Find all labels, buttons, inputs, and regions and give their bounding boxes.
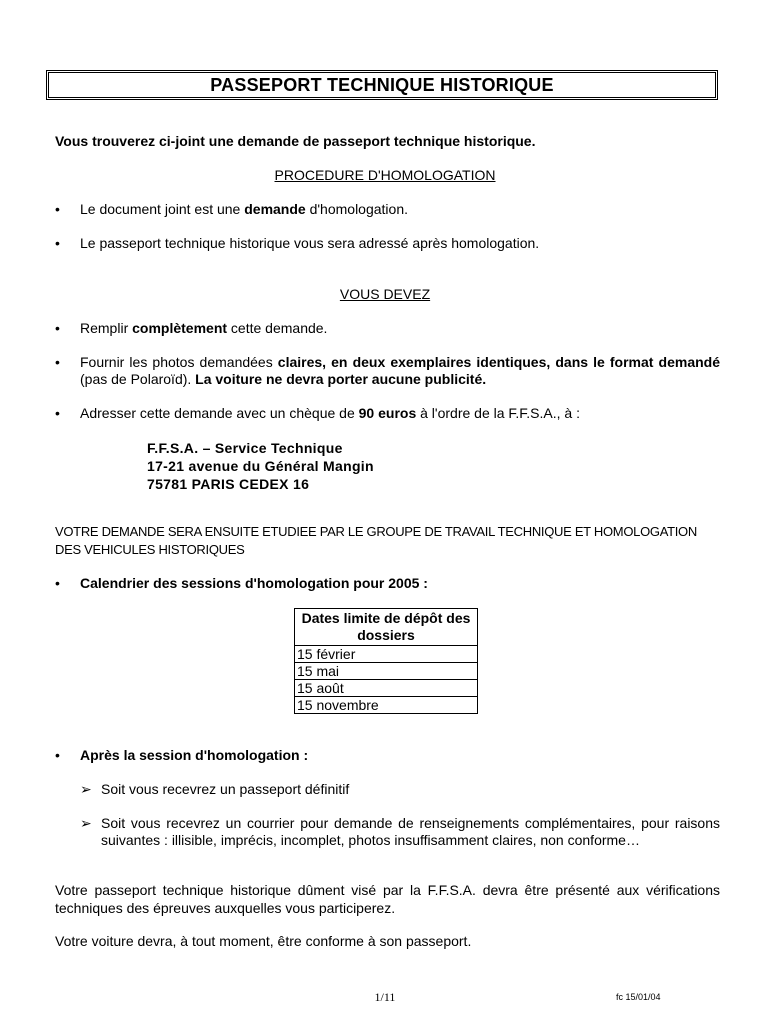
- paragraph: Votre voiture devra, à tout moment, être conforme à son passeport.: [55, 933, 472, 949]
- bullet-icon: •: [55, 354, 60, 370]
- table-row: 15 février: [295, 646, 478, 663]
- address-block: [147, 439, 374, 493]
- section-heading-procedure: PROCEDURE D'HOMOLOGATION: [274, 167, 496, 183]
- deadline-table: [294, 608, 478, 714]
- page-title: PASSEPORT TECHNIQUE HISTORIQUE: [210, 74, 554, 95]
- section-heading-vous-devez: VOUS DEVEZ: [339, 286, 431, 302]
- arrow-bullet-icon: ➢: [80, 815, 92, 831]
- review-note: VOTRE DEMANDE SERA ENSUITE ETUDIEE PAR LE GROUPE DE TRAVAIL TECHNIQUE ET HOMOLOGATION DES VEHICULES HISTORIQUES: [55, 524, 697, 557]
- bullet-icon: •: [55, 201, 60, 217]
- address-line: 17-21 avenue du Général Mangin: [147, 458, 374, 474]
- bullet-icon: •: [55, 235, 60, 251]
- footer-code: fc 15/01/04: [616, 992, 661, 1002]
- arrow-bullet-icon: ➢: [80, 781, 92, 797]
- bullet-icon: •: [55, 747, 60, 763]
- bullet-icon: •: [55, 405, 60, 421]
- page-title-box: [46, 70, 718, 100]
- table-row: 15 mai: [295, 663, 478, 680]
- intro-text: Vous trouverez ci-joint une demande de passeport technique historique.: [55, 133, 536, 149]
- bullet-icon: •: [55, 575, 60, 591]
- address-line: 75781 PARIS CEDEX 16: [147, 476, 310, 492]
- address-line: F.F.S.A. – Service Technique: [147, 440, 343, 456]
- table-row: 15 août: [295, 680, 478, 697]
- page-number: 1/11: [374, 990, 396, 1004]
- bullet-icon: •: [55, 320, 60, 336]
- paragraph: Votre passeport technique historique dûment visé par la F.F.S.A. devra être présenté aux vérifications techniques des épreuves auxquelles vous participerez.: [55, 882, 720, 916]
- table-row: 15 novembre: [295, 697, 478, 714]
- table-header: Dates limite de dépôt des dossiers: [295, 609, 478, 646]
